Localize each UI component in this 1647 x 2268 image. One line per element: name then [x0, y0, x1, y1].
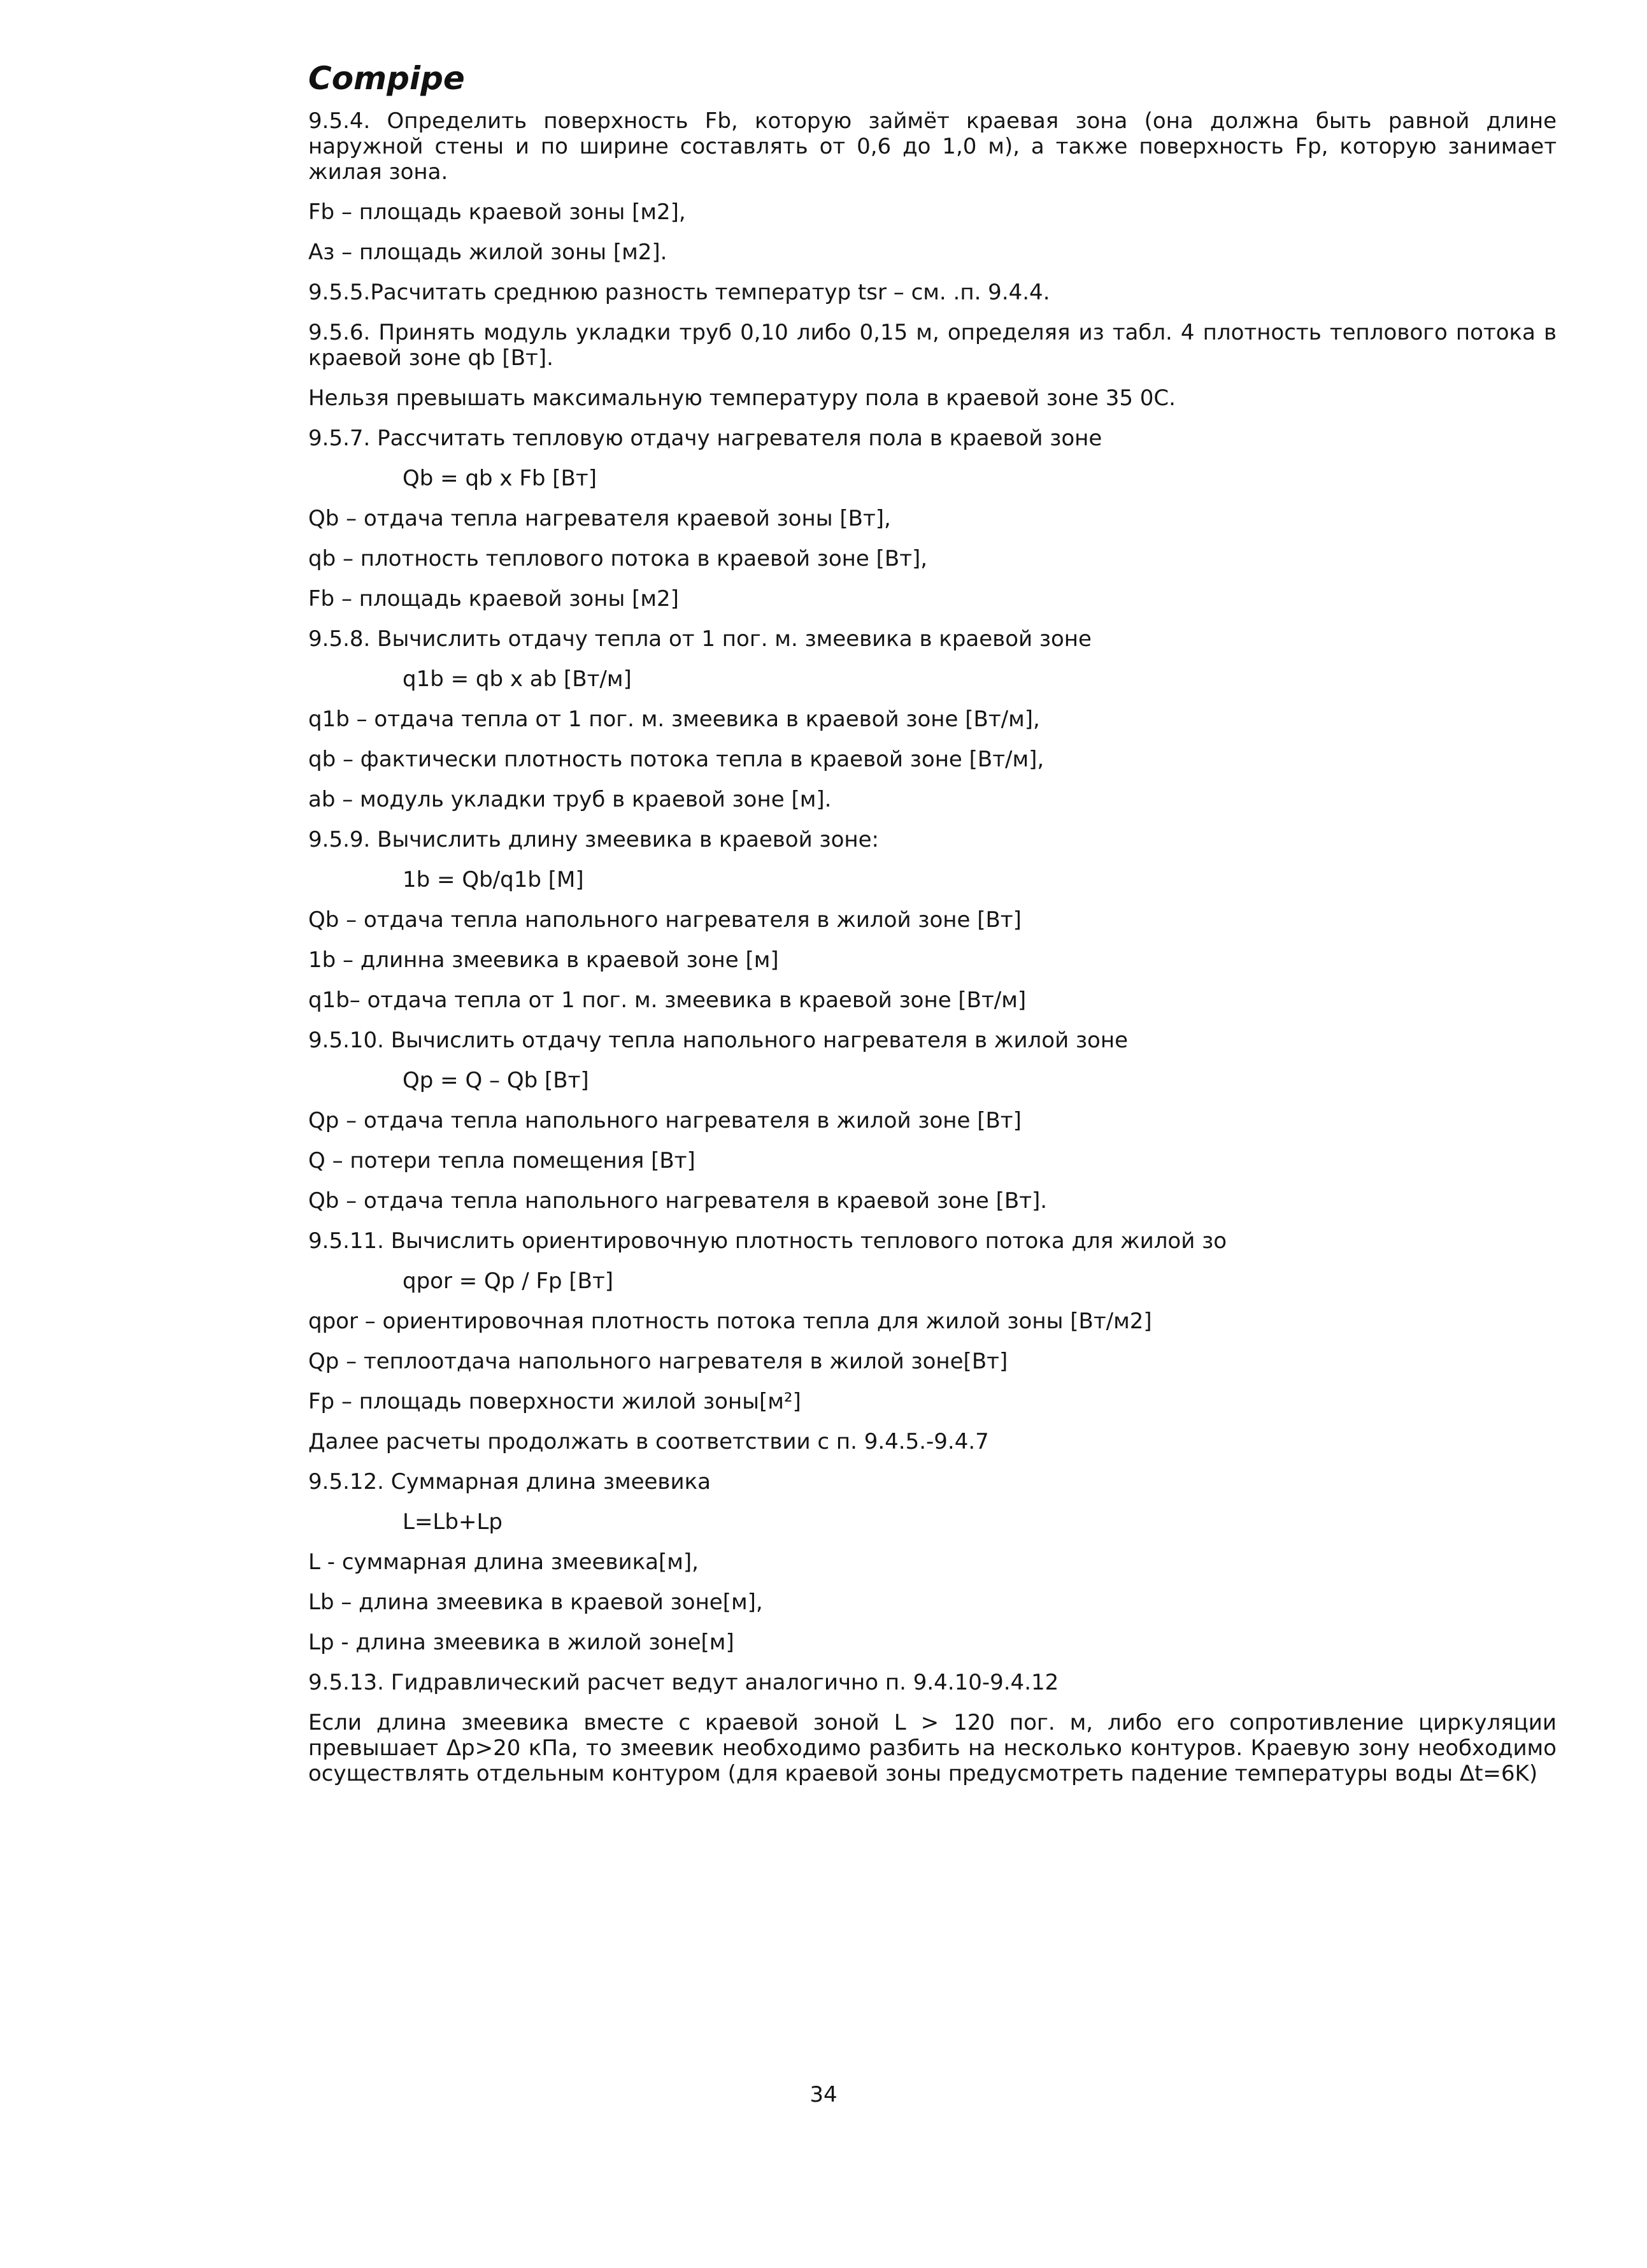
further-calculation-note: Далее расчеты продолжать в соответствии с п. 9.4.5.-9.4.7 — [308, 1429, 989, 1454]
fb-definition: Fb – площадь краевой зоны [м2], — [308, 199, 686, 225]
qb-definition-4: Qb – отдача тепла напольного нагревателя в краевой зоне [Вт]. — [308, 1188, 1048, 1214]
paragraph-9-5-8: 9.5.8. Вычислить отдачу тепла от 1 пог. м. змеевика в краевой зоне — [308, 626, 1092, 652]
paragraph-9-5-4: 9.5.4. Определить поверхность Fb, которую займёт краевая зона (она должна быть равной длине наружной стены и по ширине составлять от 0,6 до 1,0 м), а также поверхность Fp, которую занимает жилая зона. — [308, 108, 1557, 185]
paragraph-9-5-13: 9.5.13. Гидравлический расчет ведут аналогично п. 9.4.10-9.4.12 — [308, 1670, 1059, 1695]
q1b-definition-2: q1b– отдача тепла от 1 пог. м. змеевика в краевой зоне [Вт/м] — [308, 987, 1027, 1013]
qpor-definition: qpor – ориентировочная плотность потока тепла для жилой зоны [Вт/м2] — [308, 1309, 1152, 1334]
paragraph-9-5-9: 9.5.9. Вычислить длину змеевика в краевой зоне: — [308, 827, 879, 852]
qb-density-definition: qb – плотность теплового потока в краевой зоне [Вт], — [308, 546, 928, 571]
fb-definition-2: Fb – площадь краевой зоны [м2] — [308, 586, 679, 612]
compipe-logo: Compipe — [308, 60, 465, 97]
qb-definition-3: Qb – отдача тепла напольного нагревателя в жилой зоне [Вт] — [308, 907, 1022, 933]
l-definition: L - суммарная длина змеевика[м], — [308, 1549, 699, 1575]
formula-l: L=Lb+Lp — [403, 1509, 503, 1535]
temperature-warning: Нельзя превышать максимальную температуру пола в краевой зоне 35 0С. — [308, 385, 1176, 411]
paragraph-9-5-7: 9.5.7. Рассчитать тепловую отдачу нагревателя пола в краевой зоне — [308, 426, 1102, 451]
paragraph-9-5-6: 9.5.6. Принять модуль укладки труб 0,10 либо 0,15 м, определяя из табл. 4 плотность теплового потока в краевой зоне qb [Вт]. — [308, 320, 1557, 371]
qp-definition: Qp – отдача тепла напольного нагревателя в жилой зоне [Вт] — [308, 1108, 1022, 1133]
formula-q1b: q1b = qb x ab [Вт/м] — [403, 666, 632, 692]
paragraph-9-5-12: 9.5.12. Суммарная длина змеевика — [308, 1469, 711, 1495]
qp-definition-2: Qp – теплоотдача напольного нагревателя в жилой зоне[Вт] — [308, 1349, 1008, 1374]
paragraph-9-5-11: 9.5.11. Вычислить ориентировочную плотность теплового потока для жилой зо — [308, 1228, 1227, 1254]
q-definition: Q – потери тепла помещения [Вт] — [308, 1148, 695, 1173]
fp-definition: Fp – площадь поверхности жилой зоны[м²] — [308, 1389, 801, 1414]
formula-lb: 1b = Qb/q1b [М] — [403, 867, 584, 893]
lb-definition-2: Lb – длина змеевика в краевой зоне[м], — [308, 1590, 763, 1615]
az-definition: Aз – площадь жилой зоны [м2]. — [308, 240, 667, 265]
formula-qp: Qp = Q – Qb [Вт] — [403, 1068, 589, 1093]
formula-qb: Qb = qb x Fb [Вт] — [403, 466, 597, 491]
document-page — [308, 62, 1557, 1801]
qb-definition: Qb – отдача тепла нагревателя краевой зоны [Вт], — [308, 506, 891, 531]
q1b-definition: q1b – отдача тепла от 1 пог. м. змеевика в краевой зоне [Вт/м], — [308, 707, 1040, 732]
final-paragraph: Если длина змеевика вместе с краевой зоной L > 120 пог. м, либо его сопротивление циркуляции превышает Δp>20 кПа, то змеевик необходимо разбить на несколько контуров. Краевую зону необходимо осуществлять отдельным контуром (для краевой зоны предусмотреть падение температуры воды Δt=6K) — [308, 1710, 1557, 1786]
paragraph-9-5-10: 9.5.10. Вычислить отдачу тепла напольного нагревателя в жилой зоне — [308, 1028, 1129, 1053]
lp-definition: Lp - длина змеевика в жилой зоне[м] — [308, 1630, 734, 1655]
qb-actual-definition: qb – фактически плотность потока тепла в краевой зоне [Вт/м], — [308, 747, 1045, 772]
ab-definition: ab – модуль укладки труб в краевой зоне [м]. — [308, 787, 832, 812]
formula-qpor: qpor = Qp / Fp [Вт] — [403, 1268, 614, 1294]
page-number: 34 — [809, 2082, 838, 2107]
lb-definition: 1b – длинна змеевика в краевой зоне [м] — [308, 947, 779, 973]
paragraph-9-5-5: 9.5.5.Расчитать среднюю разность температур tsr – см. .п. 9.4.4. — [308, 280, 1050, 305]
